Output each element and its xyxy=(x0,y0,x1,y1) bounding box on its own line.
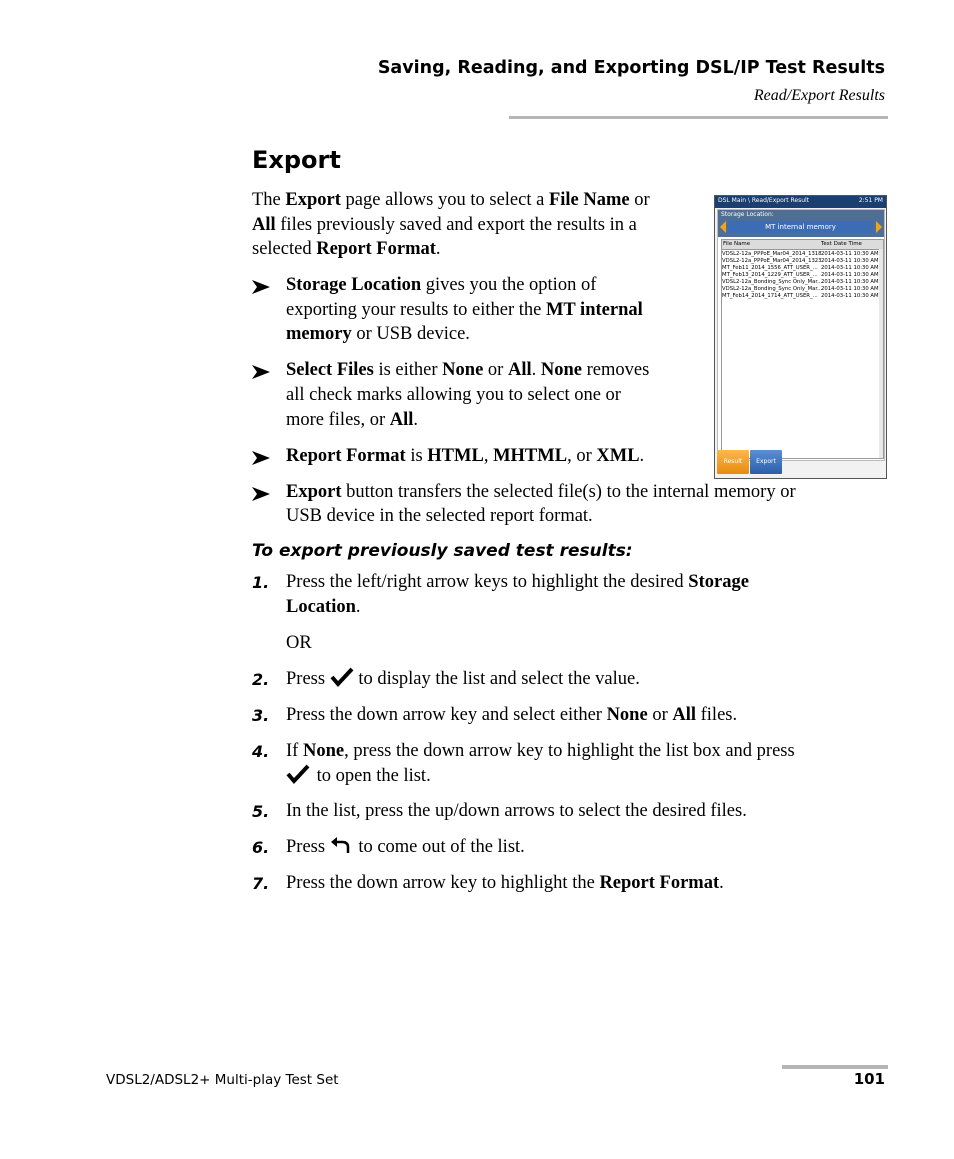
step-number: 7. xyxy=(252,874,270,893)
list-scrollbar[interactable] xyxy=(879,249,883,458)
bullet-format: Report Format is HTML, MHTML, or XML. xyxy=(286,446,645,466)
page-number: 101 xyxy=(853,1070,885,1088)
step-number: 4. xyxy=(252,742,270,761)
footer-rule xyxy=(782,1065,888,1069)
list-item[interactable]: MT_Feb11_2014_1556_ATT_USER_... xyxy=(722,265,818,271)
intro-line-2: All files previously saved and export the results in a xyxy=(252,215,637,235)
header-rule xyxy=(509,116,888,119)
list-item-time: 2014-03-11 10:30 AM xyxy=(821,251,879,257)
list-item-time: 2014-03-11 10:30 AM xyxy=(821,293,879,299)
list-item-time: 2014-03-11 10:30 AM xyxy=(821,258,879,264)
intro-line-1: The Export page allows you to select a File Name or xyxy=(252,190,650,210)
device-title-bar xyxy=(715,196,886,208)
step-4-line-2: to open the list. xyxy=(286,764,431,789)
result-button[interactable]: Result xyxy=(717,450,749,474)
column-header-file-name: File Name xyxy=(722,240,821,250)
device-main-panel xyxy=(717,209,885,461)
step-3: Press the down arrow key and select either None or All files. xyxy=(286,705,738,725)
step-number: 3. xyxy=(252,706,270,725)
list-item-time: 2014-03-11 10:30 AM xyxy=(821,265,879,271)
list-item[interactable]: VDSL2-12a_Bonding_Sync Only_Mar... xyxy=(722,279,822,285)
step-number: 6. xyxy=(252,838,270,857)
arrowhead-bullet-icon xyxy=(252,280,270,294)
bullet-export-line-2: USB device in the selected report format. xyxy=(286,506,593,526)
list-item[interactable]: MT_Feb13_2014_1229_ATT_USER_... xyxy=(722,272,818,278)
list-item[interactable]: VDSL2-12a_PPPoE_Mar04_2014_1323 xyxy=(722,258,822,264)
file-list[interactable] xyxy=(721,239,884,459)
arrowhead-bullet-icon xyxy=(252,451,270,465)
device-clock: 2:51 PM xyxy=(858,197,883,204)
checkmark-icon xyxy=(286,764,312,784)
step-4-line-1: If None, press the down arrow key to highlight the list box and press xyxy=(286,741,795,761)
back-arrow-icon xyxy=(330,835,354,855)
storage-location-panel xyxy=(718,210,884,237)
list-item[interactable]: VDSL2-12a_PPPoE_Mar04_2014_1318 xyxy=(722,251,822,257)
step-number: 5. xyxy=(252,802,270,821)
procedure-title: To export previously saved test results: xyxy=(252,541,633,561)
bullet-select-line-2: all check marks allowing you to select one or xyxy=(286,385,621,405)
step-7: Press the down arrow key to highlight the Report Format. xyxy=(286,873,724,893)
footer-product-name: VDSL2/ADSL2+ Multi-play Test Set xyxy=(106,1072,339,1088)
storage-location-label: Storage Location: xyxy=(721,211,774,218)
step-1-line-1: Press the left/right arrow keys to highlight the desired Storage xyxy=(286,572,749,592)
checkmark-icon xyxy=(330,667,354,687)
storage-location-selector[interactable]: MT internal memory xyxy=(728,221,873,233)
step-2: Press to display the list and select the value. xyxy=(286,669,640,689)
bullet-storage-line-2: exporting your results to either the MT internal xyxy=(286,300,643,320)
list-item-time: 2014-03-11 10:30 AM xyxy=(821,272,879,278)
step-1-line-2: Location. xyxy=(286,597,361,617)
device-title: DSL Main \ Read/Export Result xyxy=(718,197,810,204)
arrowhead-bullet-icon xyxy=(252,487,270,501)
bullet-storage-line-1: Storage Location gives you the option of xyxy=(286,275,597,295)
step-or: OR xyxy=(286,633,312,653)
list-item[interactable]: MT_Feb14_2014_1714_ATT_USER_... xyxy=(722,293,818,299)
step-number: 1. xyxy=(252,573,270,592)
arrow-right-icon[interactable] xyxy=(876,221,882,233)
list-item[interactable]: VDSL2-12a_Bonding_Sync Only_Mar... xyxy=(722,286,822,292)
export-button[interactable]: Export xyxy=(750,450,782,474)
section-title: Read/Export Results xyxy=(753,87,885,104)
bullet-storage-line-3: memory or USB device. xyxy=(286,324,470,344)
bullet-export-line-1: Export button transfers the selected file(s) to the internal memory or xyxy=(286,482,796,502)
bullet-select-line-1: Select Files is either None or All. None removes xyxy=(286,360,650,380)
step-number: 2. xyxy=(252,670,270,689)
arrowhead-bullet-icon xyxy=(252,365,270,379)
list-item-time: 2014-03-11 10:30 AM xyxy=(821,279,879,285)
chapter-title: Saving, Reading, and Exporting DSL/IP Test Results xyxy=(377,58,885,78)
section-heading: Export xyxy=(252,146,341,174)
column-header-test-date-time: Test Date Time xyxy=(820,240,883,250)
list-item-time: 2014-03-11 10:30 AM xyxy=(821,286,879,292)
step-6: Press to come out of the list. xyxy=(286,837,525,857)
intro-line-3: selected Report Format. xyxy=(252,239,441,259)
step-5: In the list, press the up/down arrows to select the desired files. xyxy=(286,801,747,821)
arrow-left-icon[interactable] xyxy=(720,221,726,233)
bullet-select-line-3: more files, or All. xyxy=(286,410,419,430)
device-screenshot xyxy=(714,195,887,479)
